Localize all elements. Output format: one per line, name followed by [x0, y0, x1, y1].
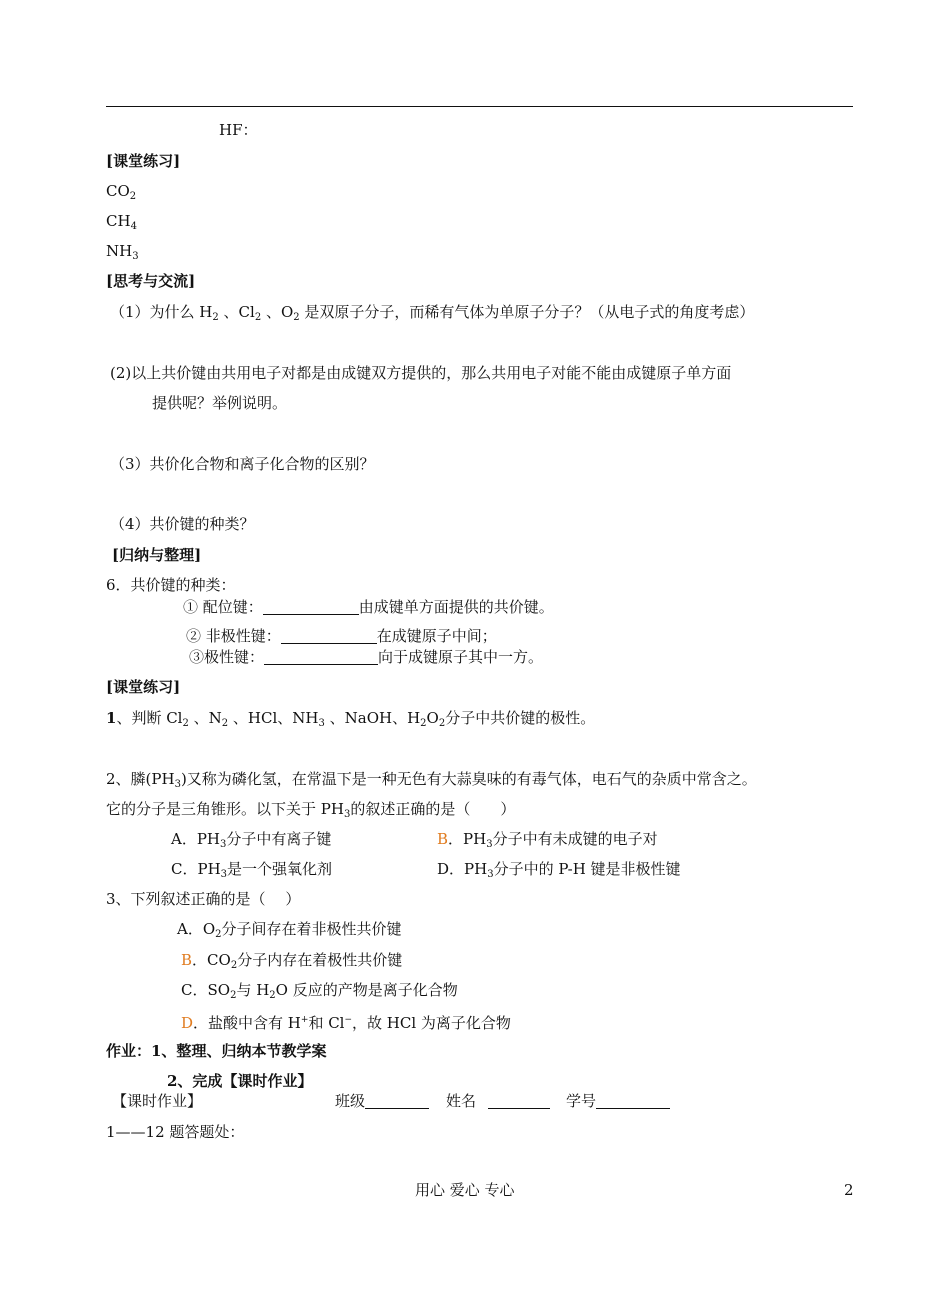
molecule-co2: $CO_2$	[106, 182, 137, 202]
homework-line-2: 2、完成【课时作业】	[167, 1072, 313, 1090]
molecule-ch4: $CH_4$	[106, 212, 137, 232]
section-classroom-practice-title: [课堂练习]	[106, 152, 181, 170]
exercise-2-option-a: A．$PH_3$分子中有离子键	[171, 830, 332, 850]
molecule-nh3: $NH_3$	[106, 242, 139, 262]
homework-line-1: 作业：1、整理、归纳本节教学案	[106, 1042, 327, 1060]
exercise-3: 3、下列叙述正确的是（ ）	[106, 890, 301, 908]
section-think-discuss-title: [思考与交流]	[106, 272, 196, 290]
exercise-2-line-1: 2、膦$(PH_3)$又称为磷化氢，在常温下是一种无色有大蒜臭味的有毒气体，电石气的杂质中常含之。	[106, 770, 757, 790]
class-field: 班级	[335, 1092, 429, 1110]
bond-type-nonpolar: ② 非极性键： 在成键原子中间；	[186, 627, 497, 645]
question-2-line-2: 提供呢？举例说明。	[152, 394, 288, 412]
class-blank[interactable]	[365, 1093, 429, 1109]
question-2-line-1: (2)以上共价键由共用电子对都是由成键双方提供的，那么共用电子对能不能由成键原子单方面	[110, 364, 732, 382]
exercise-2-line-2: 它的分子是三角锥形。以下关于 $PH_3$的叙述正确的是（ ）	[106, 800, 516, 820]
exercise-3-option-c: C．$SO_2$与 $H_2O$ 反应的产物是离子化合物	[181, 981, 458, 1001]
question-3: （3）共价化合物和离子化合物的区别？	[110, 455, 375, 473]
name-field: 姓名	[446, 1092, 550, 1110]
exercise-2-option-d: D．$PH_3$分子中的 P-H 键是非极性键	[437, 860, 681, 880]
student-id-field: 学号	[566, 1092, 670, 1110]
bond-type-polar: ③极性键： 向于成键原子其中一方。	[189, 648, 544, 666]
name-blank[interactable]	[488, 1093, 550, 1109]
question-4: （4）共价键的种类？	[110, 515, 255, 533]
exercise-2-option-b: B．$PH_3$分子中有未成键的电子对	[437, 830, 658, 850]
fill-blank[interactable]	[263, 599, 359, 615]
footer-motto: 用心 爱心 专心	[415, 1181, 515, 1199]
question-1: （1）为什么 $H_2$ 、$Cl_2$ 、$O_2$ 是双原子分子，而稀有气体为单原子分子？（从电子式的角度考虑）	[110, 303, 755, 323]
exercise-3-option-a: A．$O_2$分子间存在着非极性共价键	[177, 920, 402, 940]
homework-form-title: 【课时作业】	[112, 1092, 203, 1110]
section-summary-title: [归纳与整理]	[112, 546, 202, 564]
header-rule	[106, 106, 853, 107]
bond-type-coordinate: ① 配位键： 由成键单方面提供的共价键。	[183, 598, 554, 616]
fill-blank[interactable]	[264, 649, 378, 665]
exercise-3-option-b: B．$CO_2$分子内存在着极性共价键	[181, 951, 403, 971]
student-id-blank[interactable]	[596, 1093, 670, 1109]
item-6-bond-types: 6．共价键的种类：	[106, 576, 236, 594]
hf-line: HF：	[219, 121, 258, 139]
exercise-3-option-d: D．盐酸中含有 H+和 Cl−，故 HCl 为离子化合物	[181, 1014, 511, 1032]
answer-area-label: 1——12 题答题处：	[106, 1123, 245, 1141]
exercise-1: 1、判断 $Cl_2$ 、$N_2$ 、HCl、$NH_3$ 、NaOH、$H_2O_2$分子中共价键的极性。	[106, 709, 596, 729]
page-number: 2	[844, 1181, 854, 1199]
exercise-2-option-c: C．$PH_3$是一个强氧化剂	[171, 860, 333, 880]
section-classroom-practice-2-title: [课堂练习]	[106, 678, 181, 696]
fill-blank[interactable]	[281, 628, 377, 644]
